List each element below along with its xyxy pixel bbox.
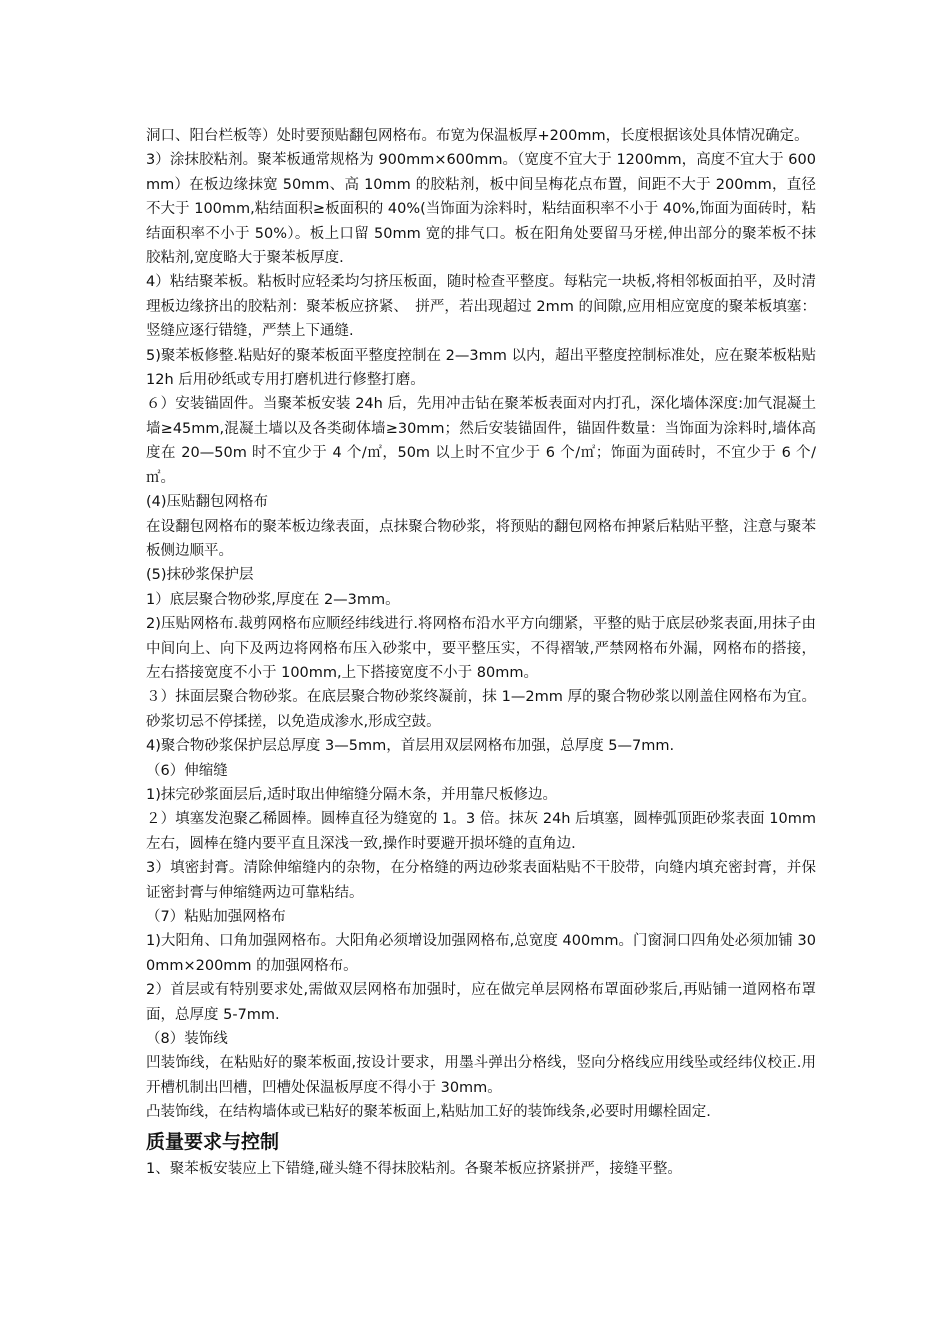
paragraph-base-mortar: 1）底层聚合物砂浆,厚度在 2—3mm。	[146, 591, 400, 608]
document-body	[146, 124, 816, 1181]
paragraph-convex-lines: 凸装饰线，在结构墙体或已粘好的聚苯板面上,粘贴加工好的装饰线条,必要时用螺栓固定.	[146, 1104, 711, 1121]
subheading-reinforcement-mesh: （7）粘贴加强网格布	[146, 909, 286, 925]
paragraph-bond-eps-board: 4）粘结聚苯板。粘板时应轻柔均匀挤压板面，随时检查平整度。每粘完一块板,将相邻板面拍平，及时清理板边缘挤出的胶粘剂：聚苯板应挤紧、 拼严，若出现超过 2mm 的间隙,应用相应宽度的聚苯板填塞：竖缝应逐行错缝，严禁上下通缝.	[146, 274, 816, 340]
subheading-press-mesh: (4)压贴翻包网格布	[146, 494, 269, 511]
paragraph-embed-mesh: 2)压贴网格布.裁剪网格布应顺经纬线进行.将网格布沿水平方向绷紧，平整的贴于底层砂浆表面,用抹子由中间向上、向下及两边将网格布压入砂浆中，要平整压实，不得褶皱,严禁网格布外漏，网格布的搭接，左右搭接宽度不小于 100mm,上下搭接宽度不小于 80mm。	[146, 616, 816, 681]
paragraph-trim-eps-board: 5)聚苯板修整.粘贴好的聚苯板面平整度控制在 2—3mm 以内，超出平整度控制标准处，应在聚苯板粘贴 12h 后用砂纸或专用打磨机进行修整打磨。	[146, 347, 816, 389]
paragraph-fill-rod: ２）填塞发泡聚乙稀圆棒。圆棒直径为缝宽的 1。3 倍。抹灰 24h 后填塞，圆棒弧顶距砂浆表面 10mm 左右，圆棒在缝内要平直且深浅一致,操作时要避开损坏缝的直角边.	[146, 811, 816, 852]
paragraph-remove-strips: 1)抹完砂浆面层后,适时取出伸缩缝分隔木条，并用靠尺板修边。	[146, 786, 557, 803]
paragraph-sealant: 3）填密封膏。清除伸缩缝内的杂物，在分格缝的两边砂浆表面粘贴不干胶带，向缝内填充密封膏，并保证密封膏与伸缩缝两边可靠粘结。	[146, 860, 816, 901]
paragraph-concave-lines: 凹装饰线，在粘贴好的聚苯板面,按设计要求，用墨斗弹出分格线，竖向分格线应用线坠或经纬仪校正.用开槽机制出凹槽，凹槽处保温板厚度不得小于 30mm。	[146, 1055, 816, 1096]
paragraph-quality-1: 1、聚苯板安装应上下错缝,碰头缝不得抹胶粘剂。各聚苯板应挤紧拼严，接缝平整。	[146, 1160, 682, 1177]
subheading-mortar-layer: (5)抹砂浆保护层	[146, 567, 254, 584]
section-heading: 质量要求与控制	[146, 1130, 280, 1153]
paragraph-press-mesh: 在设翻包网格布的聚苯板边缘表面，点抹聚合物砂浆，将预贴的翻包网格布抻紧后粘贴平整，注意与聚苯板侧边顺平。	[146, 518, 816, 559]
paragraph-corner-mesh: 1)大阳角、口角加强网格布。大阳角必须增设加强网格布,总宽度 400mm。门窗洞口四角处必须加铺 300mm×200mm 的加强网格布。	[146, 933, 816, 974]
paragraph-mesh-prepaste: 洞口、阳台栏板等）处时要预贴翻包网格布。布宽为保温板厚+200mm，长度根据该处具体情况确定。	[146, 128, 809, 144]
subheading-decorative-lines: （8）装饰线	[146, 1031, 228, 1048]
paragraph-top-mortar: ３）抹面层聚合物砂浆。在底层聚合物砂浆终凝前，抹 1—2mm 厚的聚合物砂浆以刚盖住网格布为宜。砂浆切忌不停揉搓，以免造成渗水,形成空鼓。	[146, 689, 816, 730]
paragraph-install-anchors: ６）安装锚固件。当聚苯板安装 24h 后，先用冲击钻在聚苯板表面对内打孔，深化墙体深度:加气混凝土墙≥45mm,混凝土墙以及各类砌体墙≥30mm；然后安装锚固件，锚固件数量：当饰面为涂料时,墙体高度在 20—50m 时不宜少于 4 个/㎡，50m 以上时不宜少于 6 个/㎡；饰面为面砖时，不宜少于 6 个/㎡。	[146, 396, 816, 486]
paragraph-apply-adhesive: 3）涂抹胶粘剂。聚苯板通常规格为 900mm×600mm。（宽度不宜大于 1200mm，高度不宜大于 600mm）在板边缘抹宽 50mm、高 10mm 的胶粘剂，板中间呈梅花点布置，间距不大于 200mm，直径不大于 100mm,粘结面积≥板面积的 40%(当饰面为涂料时，粘结面积率不小于 40%,饰面为面砖时，粘结面积率不小于 50%）。板上口留 50mm 宽的排气口。板在阳角处要留马牙槎,伸出部分的聚苯板不抹胶粘剂,宽度略大于聚苯板厚度.	[146, 152, 816, 267]
paragraph-total-thickness: 4)聚合物砂浆保护层总厚度 3—5mm，首层用双层网格布加强，总厚度 5—7mm.	[146, 738, 675, 755]
paragraph-double-mesh: 2）首层或有特别要求处,需做双层网格布加强时，应在做完单层网格布罩面砂浆后,再贴铺一道网格布罩面，总厚度 5-7mm.	[146, 982, 816, 1023]
subheading-expansion-joint: （6）伸缩缝	[146, 762, 228, 779]
